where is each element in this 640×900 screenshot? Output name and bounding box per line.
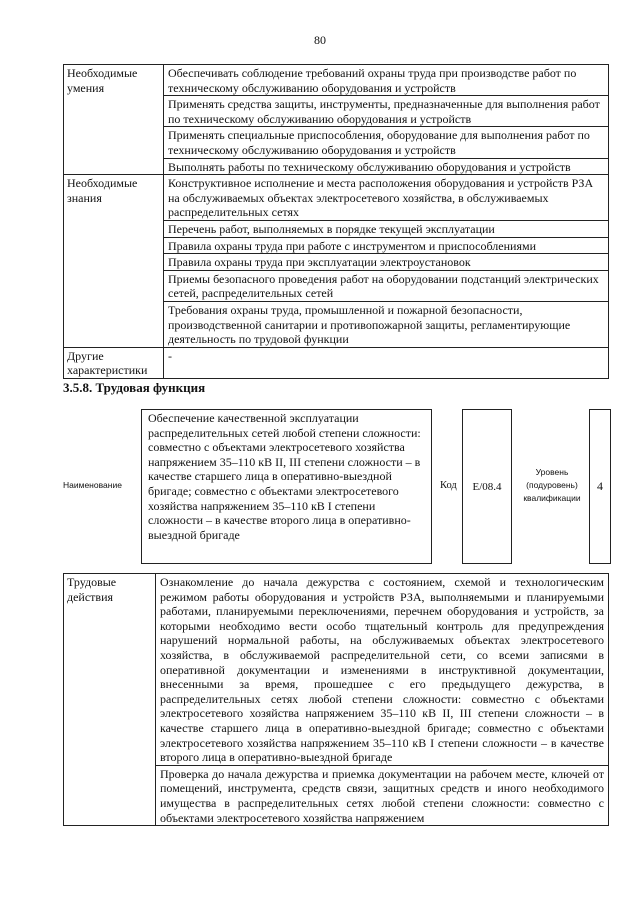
row-label: Другие характеристики: [64, 347, 164, 378]
table-row: [64, 574, 609, 766]
page-number: 80: [314, 33, 326, 47]
code-label: Код: [440, 480, 457, 491]
table-row: [64, 175, 609, 221]
table-cell: Приемы безопасного проведения работ на оборудовании подстанций электрических сетей, распределительных сетей: [164, 270, 609, 301]
actions-table: [63, 573, 609, 826]
level-label: Уровень (подуровень) квалификации: [523, 467, 581, 503]
row-label: Необходимые умения: [64, 65, 164, 175]
skills-table: [63, 64, 609, 379]
table-row: [64, 65, 609, 96]
table-cell: Правила охраны труда при эксплуатации электроустановок: [164, 254, 609, 271]
name-label: Наименование: [63, 480, 122, 490]
code-box: E/08.4: [462, 409, 512, 564]
table-cell: Конструктивное исполнение и места расположения оборудования и устройств РЗА на обслуживаемых объектах электросетевого хозяйства, в обслуживаемых распределительных сетях: [164, 175, 609, 221]
table-cell: Ознакомление до начала дежурства с состоянием, схемой и технологическим режимом работы оборудования и устройств РЗА, выполняемыми и планируемыми работами, планируемыми переключениями, перечнем оборудования и устройств, за которыми необходимо вести особо тщательный контроль для предупреждения нарушений нормальной работы, на обслуживаемых объектах электросетевого хозяйства, в обслуживаемой распределительной сети, со всеми записями в оперативной документации и изменениями в инструктивной документации, внесенными за время, прошедшее с его предыдущего дежурства, в распределительных сетях любой степени сложности: совместно с объектами электросетевого хозяйства напряжением 35–110 кВ II, III степени сложности – в качестве старшего лица в оперативно-выездной бригаде; совместно с объектами электросетевого хозяйства напряжением 35–110 кВ I степени сложности – в качестве второго лица в оперативно-выездной бригаде: [156, 574, 609, 766]
table-cell: Правила охраны труда при работе с инструментом и приспособлениями: [164, 237, 609, 254]
table-cell: Применять специальные приспособления, оборудование для выполнения работ по техническому обслуживанию оборудования и устройств: [164, 127, 609, 158]
table-cell: Обеспечивать соблюдение требований охраны труда при производстве работ по техническому обслуживанию оборудования и устройств: [164, 65, 609, 96]
section-heading: 3.5.8. Трудовая функция: [63, 380, 206, 395]
table-cell: Проверка до начала дежурства и приемка документации на рабочем месте, ключей от помещений, инструмента, средств связи, защитных средств и иного необходимого имущества в распределительных сетях любой степени сложности: совместно с объектами электросетевого хозяйства напряжением: [156, 765, 609, 825]
table-cell: Применять средства защиты, инструменты, предназначенные для выполнения работ по техническому обслуживанию оборудования и устройств: [164, 96, 609, 127]
table-cell: -: [164, 347, 609, 378]
table-cell: Перечень работ, выполняемых в порядке текущей эксплуатации: [164, 220, 609, 237]
function-name-box: Обеспечение качественной эксплуатации распределительных сетей любой степени сложности: совместно с объектами электросетевого хозяйства напряжением 35–110 кВ II, III степени сложности – в качестве старшего лица в оперативно-выездной бригаде; совместно с объектами электросетевого хозяйства напряжением 35–110 кВ I степени сложности – в качестве второго лица в оперативно-выездной бригаде: [141, 409, 432, 564]
row-label: Трудовые действия: [64, 574, 156, 826]
level-box: 4: [589, 409, 611, 564]
table-cell: Выполнять работы по техническому обслуживанию оборудования и устройств: [164, 158, 609, 175]
row-label: Необходимые знания: [64, 175, 164, 348]
table-cell: Требования охраны труда, промышленной и пожарной безопасности, производственной санитарии и противопожарной защиты, регламентирующие деятельность по трудовой функции: [164, 301, 609, 347]
table-row: [64, 347, 609, 378]
